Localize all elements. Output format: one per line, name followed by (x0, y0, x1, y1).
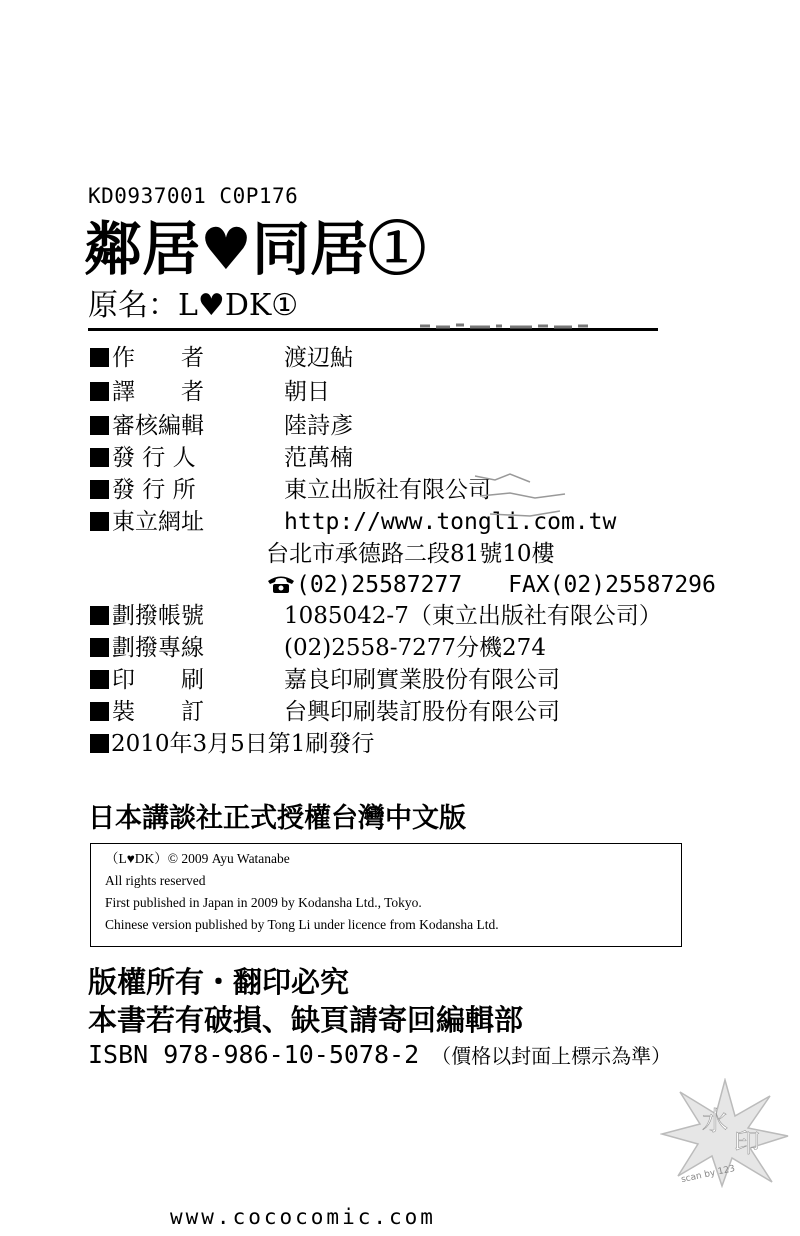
copyright-line: Chinese version published by Tong Li under licence from Kodansha Ltd. (105, 917, 499, 932)
fax-number: FAX(02)25587296 (508, 572, 716, 598)
credit-printer: 印 刷 嘉良印刷實業股份有限公司 (90, 664, 560, 696)
copyright-line: All rights reserved (105, 873, 206, 888)
original-title: 原名：L♥DK① (88, 288, 299, 323)
rights-notice: 版權所有・翻印必究 (88, 965, 350, 999)
authorization-notice: 日本講談社正式授權台灣中文版 (88, 803, 466, 834)
credit-postal-line: 劃撥專線 (02)2558-7277分機274 (90, 632, 546, 664)
address: 台北市承德路二段81號10樓 (266, 541, 555, 567)
credit-publisher: 發 行 人 范萬楠 (90, 442, 353, 474)
credit-binding: 裝 訂 台興印刷裝訂股份有限公司 (90, 696, 560, 728)
scan-noise (420, 322, 590, 330)
watermark-char: 水 (702, 1107, 729, 1137)
isbn-line (88, 1040, 671, 1069)
credit-translator: 譯 者 朝日 (90, 376, 330, 408)
copyright-line: First published in Japan in 2009 by Kodansha Ltd., Tokyo. (105, 895, 422, 910)
credit-author: 作 者 渡辺鮎 (90, 342, 353, 374)
book-title: 鄰居♥同居① (84, 215, 426, 283)
watermark-char: 印 (734, 1129, 761, 1159)
copyright-box (90, 843, 682, 947)
site-url: www.cococomic.com (170, 1205, 436, 1229)
watermark-logo (660, 1078, 790, 1188)
credit-editor: 審核編輯 陸詩彥 (90, 410, 353, 442)
isbn: ISBN 978-986-10-5078-2 (88, 1040, 420, 1069)
telephone-icon (266, 574, 296, 594)
scan-noise (470, 466, 590, 526)
copyright-line: （L♥DK）© 2009 Ayu Watanabe (105, 851, 290, 866)
credit-website: 東立網址 http://www.tongli.com.tw (90, 506, 616, 538)
price-note: （價格以封面上標示為準） (431, 1044, 672, 1068)
credit-postal-account: 劃撥帳號 1085042-7（東立出版社有限公司） (90, 600, 662, 632)
website-url: http://www.tongli.com.tw (284, 509, 617, 535)
phone-number: (02)25587277 (296, 572, 463, 598)
credit-publishing-house: 發 行 所 東立出版社有限公司 (90, 474, 491, 506)
return-notice: 本書若有破損、缺頁請寄回編輯部 (88, 1003, 524, 1037)
phone-fax-line (266, 569, 716, 601)
catalog-code: KD0937001 C0P176 (88, 184, 299, 208)
release-date: 2010年3月5日第1刷發行 (90, 728, 374, 760)
watermark-small-text: scan by 123 (680, 1163, 736, 1186)
